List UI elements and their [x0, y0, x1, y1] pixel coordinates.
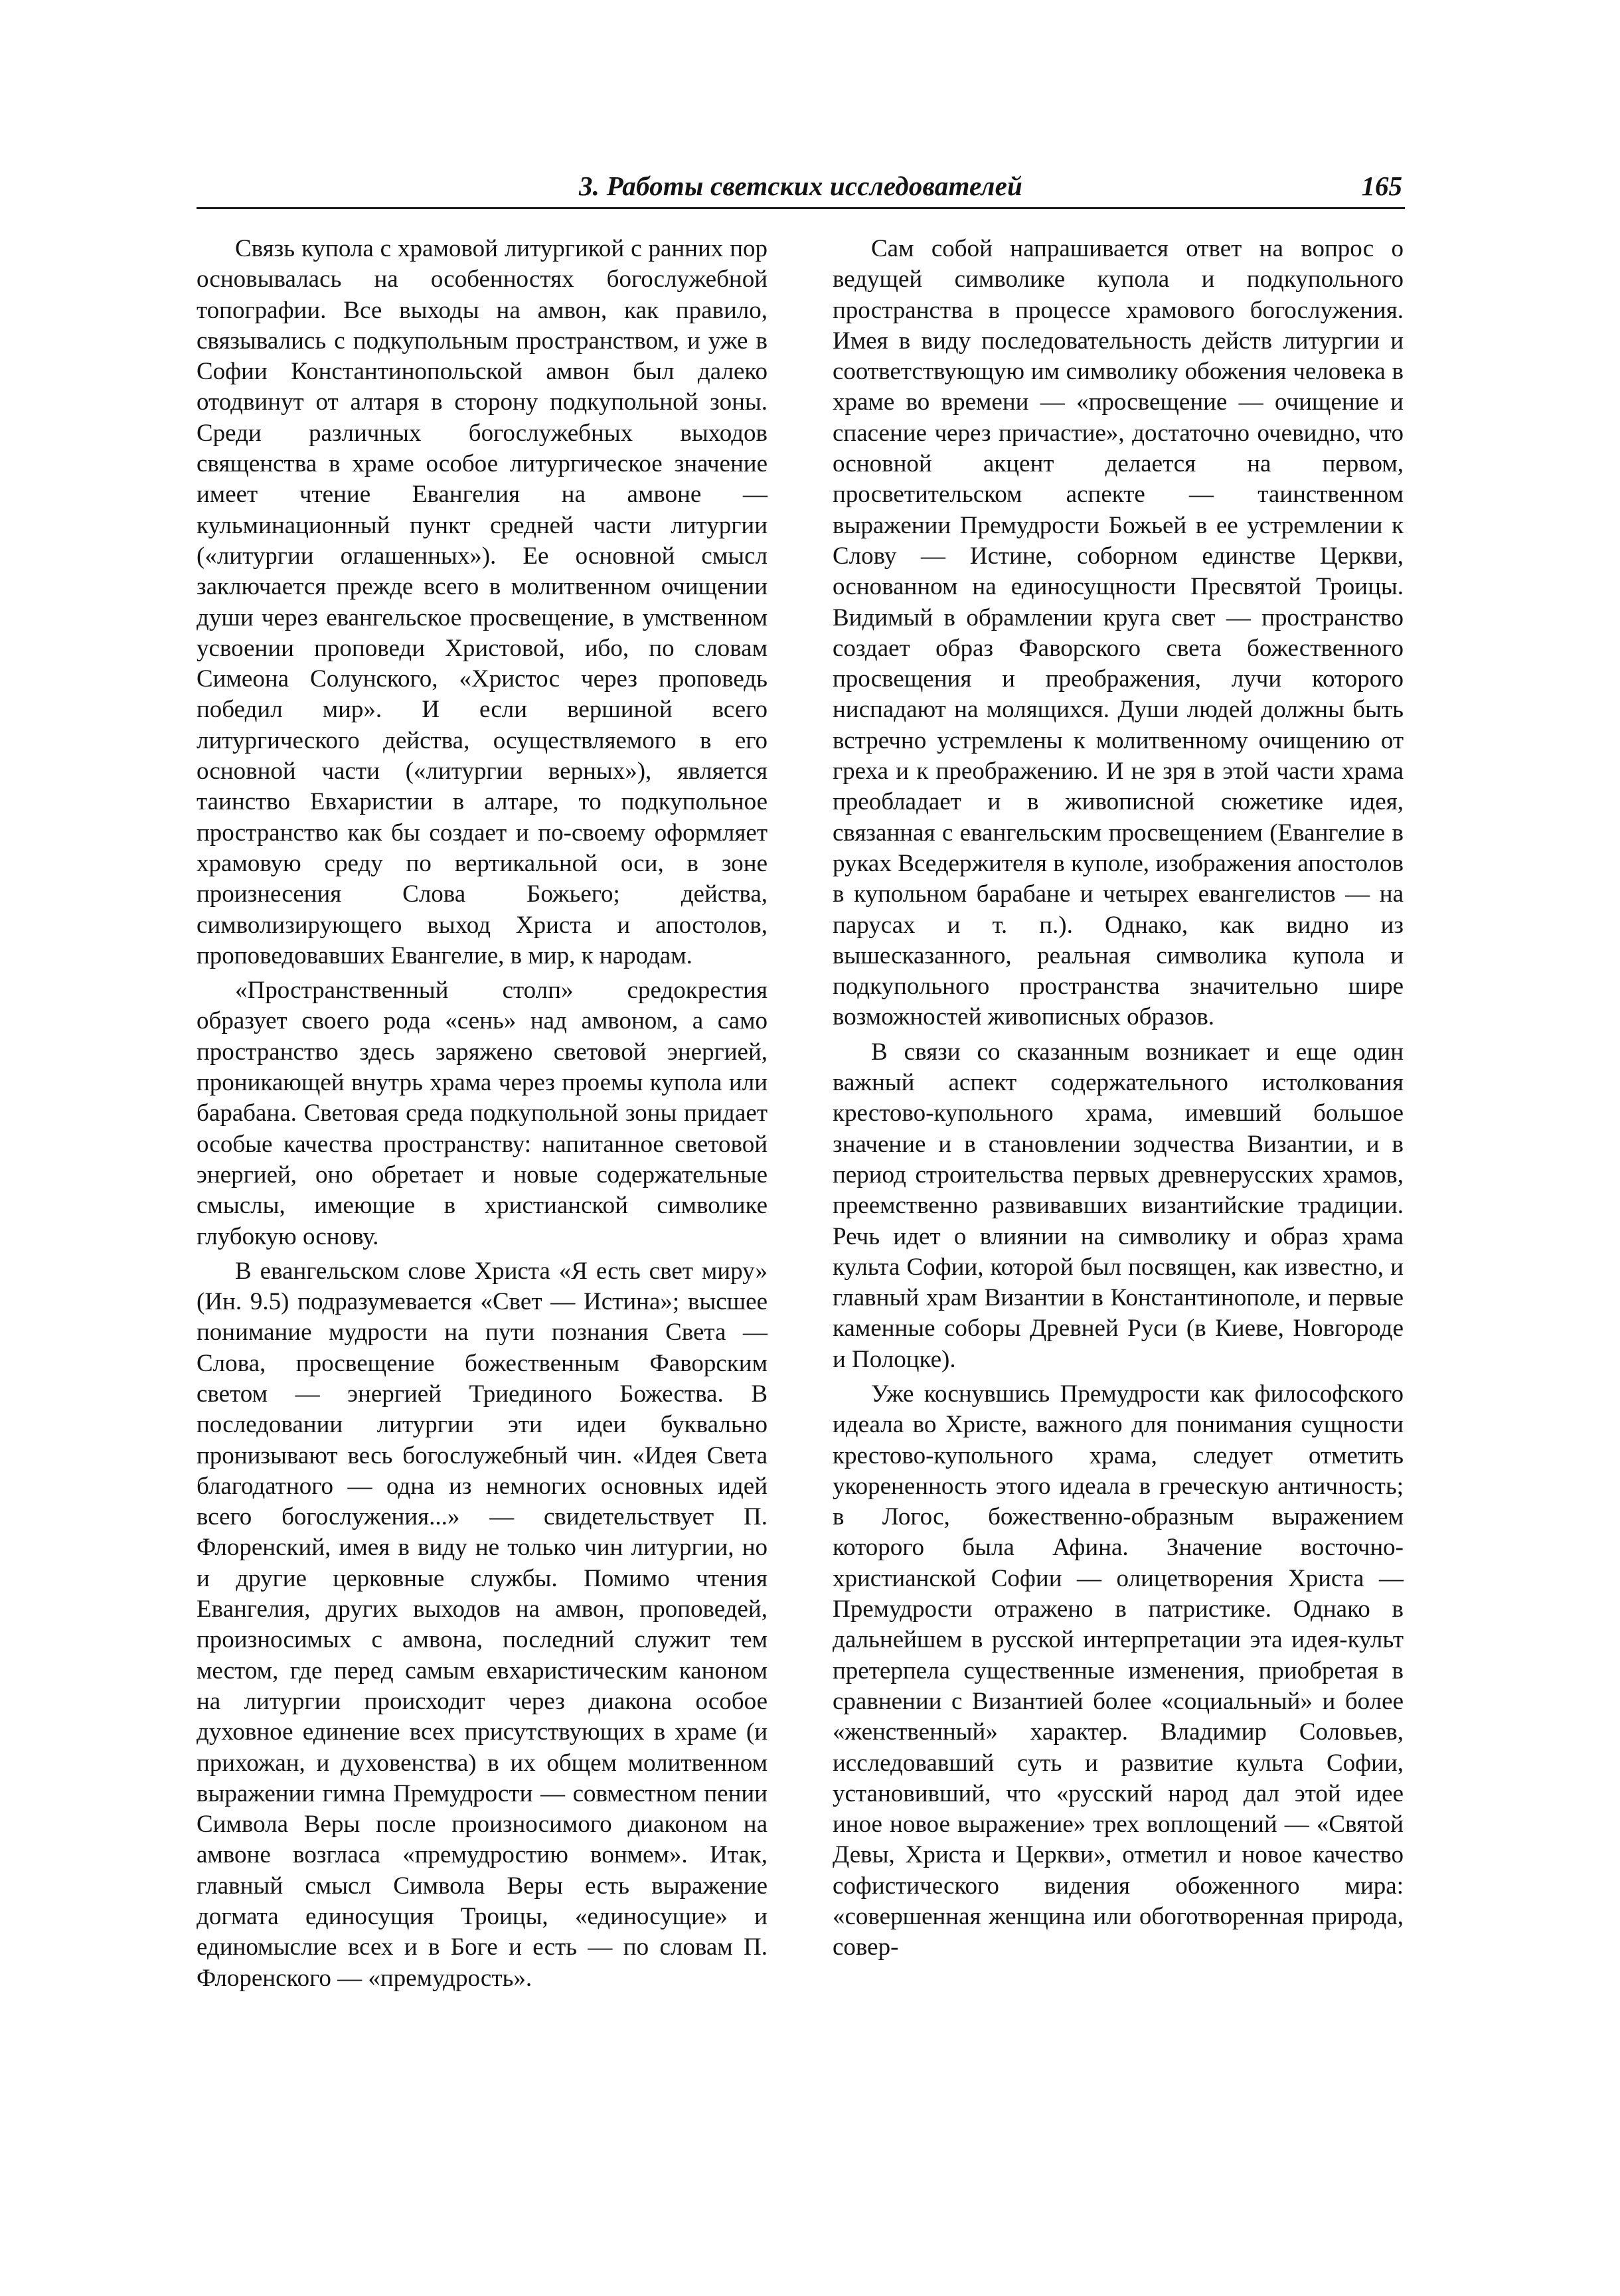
right-column — [833, 234, 1404, 1963]
left-column — [197, 234, 768, 1994]
page-number: 165 — [1361, 171, 1402, 201]
running-head — [197, 167, 1405, 209]
running-title: 3. Работы светских исследователей — [578, 171, 1023, 201]
paragraph: Связь купола с храмовой литургикой с ранних пор основывалась на особенностях богослужебной топографии. Все выходы на амвон, как правило, связывались с подкупольным пространством, и уже в Софии Константинопольской амвон был далеко отодвинут от алтаря в сторону подкупольной зоны. Среди различных богослужебных выходов священства в храме особое литургическое значение имеет чтение Евангелия на амвоне — кульминационный пункт средней части литургии («литургии оглашенных»). Ее основной смысл заключается прежде всего в молитвенном очищении души через евангельское просвещение, в умственном усвоении проповеди Христовой, ибо, по словам Симеона Солунского, «Христос через проповедь победил мир». И если вершиной всего литургического действа, осуществляемого в его основной части («литургии верных»), является таинство Евхаристии в алтаре, то подкупольное пространство как бы создает и по-своему оформляет храмовую среду по вертикальной оси, в зоне произнесения Слова Божьего; действа, символизирующего выход Христа и апостолов, проповедовавших Евангелие, в мир, к народам. — [197, 235, 768, 969]
paragraph: «Пространственный столп» средокрестия образует своего рода «сень» над амвоном, а само пространство здесь заряжено световой энергией, проникающей внутрь храма через проемы купола или барабана. Световая среда подкупольной зоны придает особые качества пространству: напитанное световой энергией, оно обретает и новые содержательные смыслы, имеющие в христианской символике глубокую основу. — [197, 977, 768, 1250]
paragraph: В евангельском слове Христа «Я есть свет миру» (Ин. 9.5) подразумевается «Свет — Истина»; высшее понимание мудрости на пути познания Света — Слова, просвещение божественным Фаворским светом — энергией Триединого Божества. В последовании литургии эти идеи буквально пронизывают весь богослужебный чин. «Идея Света благодатного — одна из немногих основных идей всего богослужения...» — свидетельствует П. Флоренский, имея в виду не только чин литургии, но и другие церковные службы. Помимо чтения Евангелия, других выходов на амвон, проповедей, произносимых с амвона, последний служит тем местом, где перед самым евхаристическим каноном на литургии происходит через диакона особое духовное единение всех присутствующих в храме (и прихожан, и духовенства) в их общем молитвенном выражении гимна Премудрости — совместном пении Символа Веры после произносимого диаконом на амвоне возгласа «премудростию вонмем». Итак, главный смысл Символа Веры есть выражение догмата единосущия Троицы, «единосущие» и единомыслие всех и в Боге и есть — по словам П. Флоренского — «премудрость». — [197, 1257, 768, 1992]
paragraph: Сам собой напрашивается ответ на вопрос о ведущей символике купола и подкупольного пространства в процессе храмового богослужения. Имея в виду последовательность действ литургии и соответствующую им символику обожения человека в храме во времени — «просвещение — очищение и спасение через причастие», достаточно очевидно, что основной акцент делается на первом, просветительском аспекте — таинственном выражении Премудрости Божьей в ее устремлении к Слову — Истине, соборном единстве Церкви, основанном на единосущности Пресвятой Троицы. Видимый в обрамлении круга свет — пространство создает образ Фаворского света божественного просвещения и преображения, лучи которого ниспадают на молящихся. Души людей должны быть встречно устремлены к молитвенному очищению от греха и к преображению. И не зря в этой части храма преобладает и в живописной сюжетике идея, связанная с евангельским просвещением (Евангелие в руках Вседержителя в куполе, изображения апостолов в купольном барабане и четырех евангелистов — на парусах и т. п.). Однако, как видно из вышесказанного, реальная символика купола и подкупольного пространства значительно шире возможностей живописных образов. — [833, 235, 1404, 1031]
paragraph: Уже коснувшись Премудрости как философского идеала во Христе, важного для понимания сущности крестово-купольного храма, следует отметить укорененность этого идеала в греческую античность; в Логос, божественно-образным выражением которого была Афина. Значение восточно-христианской Софии — олицетворения Христа — Премудрости отражено в патристике. Однако в дальнейшем в русской интерпретации эта идея-культ претерпела существенные изменения, приобретая в сравнении с Византией более «социальный» и более «женственный» характер. Владимир Соловьев, исследовавший суть и развитие культа Софии, установивший, что «русский народ дал этой идее иное новое выражение» трех воплощений — «Святой Девы, Христа и Церкви», отметил и новое качество софистического видения обоженного мира: «совершенная женщина или обоготворенная природа, совер- — [833, 1380, 1404, 1961]
paragraph: В связи со сказанным возникает и еще один важный аспект содержательного истолкования крестово-купольного храма, имевший большое значение и в становлении зодчества Византии, и в период строительства первых древнерусских храмов, преемственно развивавших византийские традиции. Речь идет о влиянии на символику и образ храма культа Софии, которой был посвящен, как известно, и главный храм Византии в Константинополе, и первые каменные соборы Древней Руси (в Киеве, Новгороде и Полоцке). — [833, 1038, 1404, 1373]
